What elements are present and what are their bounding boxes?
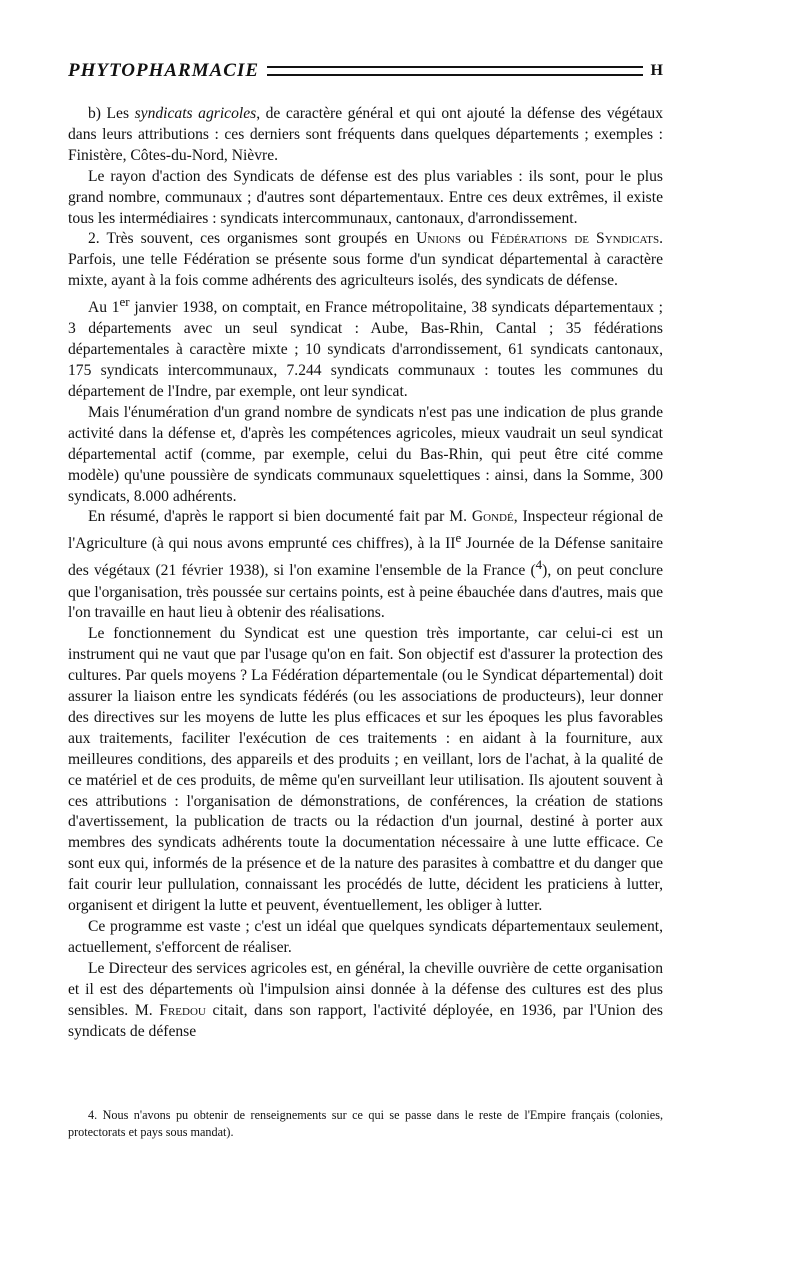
- paragraph-9-lead: Le Directeur des services agricoles est, en général, la cheville ouvrière de cette organisation et il est des départements où l'impulsion ainsi donnée à la défense des cultures est des plus sensibles. M.: [68, 959, 663, 1019]
- paragraph-5: Mais l'énumération d'un grand nombre de syndicats n'est pas une indication de plus grande activité dans la défense et, d'après les compétences agricoles, mieux vaudrait un seul syndicat départemental actif (comme, par exemple, celui du Bas-Rhin, qui peut être cité comme modèle) qu'une poussière de syndicats communaux squelettiques : ainsi, dans la Somme, 300 syndicats, 8.000 adhérents.: [68, 403, 663, 505]
- paragraph-6: [68, 507, 663, 624]
- paragraph-3-smallcaps-2: Fédérations de Syndicats: [490, 230, 660, 248]
- paragraph-3-rest: . Parfois, une telle Fédération se présente sous forme d'un syndicat départemental à caractère mixte, ayant à la fois comme adhérents des agriculteurs isolés, des syndicats de défense.: [68, 230, 664, 290]
- footnote-4: 4. Nous n'avons pu obtenir de renseignements sur ce qui se passe dans le reste de l'Empire français (colonies, protectorats et pays sous mandat).: [68, 1108, 663, 1139]
- body-text: [68, 104, 663, 1042]
- paragraph-3-smallcaps-1: Unions: [416, 230, 462, 248]
- paragraph-2: Le rayon d'action des Syndicats de défense est des plus variables : ils sont, pour le plus grand nombre, communaux ; d'autres sont départementaux. Entre ces deux extrêmes, il existe tous les intermédiaires : syndicats intercommunaux, cantonaux, d'arrondissement.: [68, 167, 663, 227]
- paragraph-9: [68, 959, 663, 1043]
- paragraph-6-mid-1: , Inspecteur régional de l'Agriculture (à qui nous avons emprunté ces chiffres), à la II: [68, 508, 664, 553]
- footnotes: [68, 1107, 663, 1141]
- header-rule: [267, 66, 643, 76]
- paragraph-6-lead: En résumé, d'après le rapport si bien documenté fait par M.: [88, 508, 472, 526]
- paragraph-3-lead: 2. Très souvent, ces organismes sont groupés en: [88, 230, 417, 248]
- paragraph-1-rest: , de caractère général et qui ont ajouté la défense des végétaux dans leurs attributions : ces derniers sont fréquents dans quelques départements ; exemples : Finistère, Côtes-du-Nord, Nièvre.: [68, 105, 664, 164]
- footnote-reference: 4: [535, 557, 543, 573]
- paragraph-8: Ce programme est vaste ; c'est un idéal que quelques syndicats départementaux seulement, actuellement, s'efforcent de réaliser.: [68, 918, 663, 956]
- page-header: [68, 58, 663, 84]
- paragraph-3-mid: ou: [461, 230, 491, 248]
- paragraph-7: Le fonctionnement du Syndicat est une question très importante, car celui-ci est un instrument qui ne vaut que par l'usage qu'on en fait. Son objectif est d'assurer la protection des cultures. Par quels moyens ? La Fédération départementale (ou le Syndicat départemental) doit assurer la liaison entre les syndicats fédérés (ou les associations de producteurs), leur donner des directives sur les moyens de lutte les plus efficaces et sur les époques les plus favorables aux traitements, faciliter l'exécution de ces traitements : en aidant à la fourniture, aux meilleures conditions, des appareils et des produits ; en veillant, lors de l'achat, à la qualité de ce matériel et de ces produits, de même qu'en surveillant leur utilisation. Ils ajoutent souvent à ces attributions : l'organisation de démonstrations, de conférences, la création de stations d'avertissement, la publication de tracts ou la rédaction d'un journal, destiné à porter aux membres des syndicats adhérents toute la documentation nécessaire à une lutte efficace. Ce sont eux qui, informés de la présence et de la nature des parasites à combattre et du danger que fait courir leur pullulation, connaissant les procédés de lutte, décident les praticiens à lutter, organisent et dirigent la lutte et peuvent, éventuellement, les obliger à lutter.: [68, 625, 663, 915]
- paragraph-4-lead: Au 1: [88, 299, 120, 317]
- paragraph-6-ordinal-superscript: e: [455, 530, 462, 546]
- paragraph-6-rest: ), on peut conclure que l'organisation, très poussée sur certains points, est à peine ébauchée dans d'autres, mais que l'on travaille en haut lieu à obtenir des réalisations.: [68, 562, 663, 622]
- page-number: H: [650, 62, 663, 79]
- paragraph-1-lead: b) Les: [88, 105, 135, 122]
- paragraph-6-mid-2: Journée de la Défense sanitaire des végétaux (21 février 1938), si l'on examine l'ensemble de la France (: [68, 535, 663, 580]
- paragraph-9-rest: citait, dans son rapport, l'activité déployée, en 1936, par l'Union des syndicats de défense: [68, 1001, 663, 1040]
- paragraph-9-author-name: Fredou: [159, 1001, 206, 1019]
- paragraph-4-rest: janvier 1938, on comptait, en France métropolitaine, 38 syndicats départementaux ; 3 départements avec un seul syndicat : Aube, Bas-Rhin, Cantal ; 35 fédérations départementales à caractère mixte ; 10 syndicats d'arrondissement, 61 syndicats cantonaux, 175 syndicats intercommunaux, 7.244 syndicats communaux : toutes les communes du département de l'Indre, par exemple, ont leur syndicat.: [68, 299, 663, 400]
- paragraph-4-superscript: er: [119, 294, 130, 310]
- paragraph-3: [68, 229, 663, 292]
- paragraph-6-author-name: Gondé: [471, 508, 514, 526]
- paragraph-1-emphasis: syndicats agricoles: [134, 105, 257, 122]
- paragraph-1: [68, 104, 663, 167]
- running-title: PHYTOPHARMACIE: [68, 60, 260, 81]
- paragraph-4: [68, 292, 663, 403]
